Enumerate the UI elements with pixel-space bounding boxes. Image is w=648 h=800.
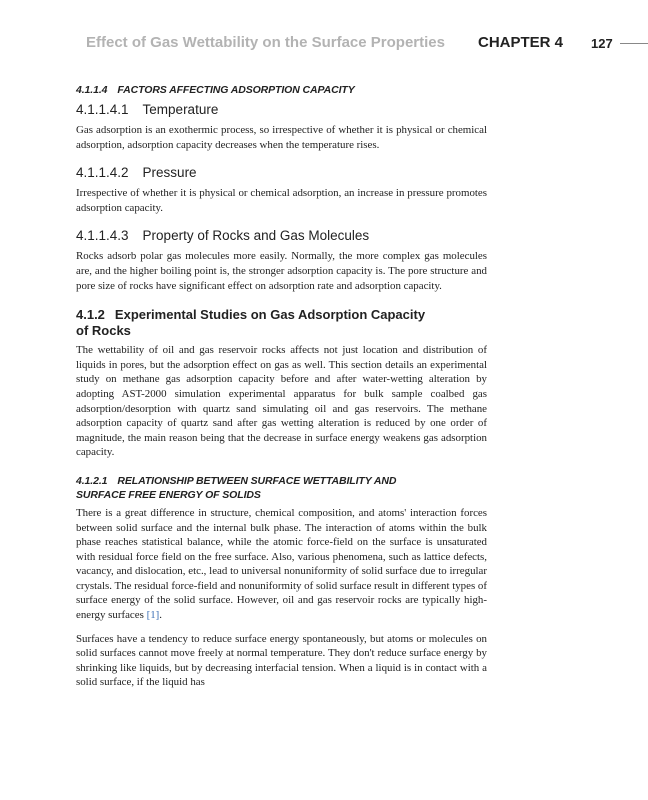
heading-temperature — [76, 101, 487, 119]
heading-number: 4.1.1.4.1 — [76, 102, 129, 117]
heading-title: Experimental Studies on Gas Adsorption Capacity — [114, 307, 426, 323]
heading-title: Pressure — [142, 165, 197, 181]
heading-title-continued: SURFACE FREE ENERGY OF SOLIDS — [76, 488, 261, 501]
chapter-label: CHAPTER 4 — [478, 34, 564, 51]
heading-number: 4.1.2 — [76, 307, 105, 323]
paragraph-relationship-1 — [76, 506, 487, 623]
heading-number: 4.1.2.1 — [76, 474, 108, 487]
heading-title: RELATIONSHIP BETWEEN SURFACE WETTABILITY AND — [117, 474, 397, 487]
paragraph-property: Rocks adsorb polar gas molecules more easily. Normally, the more complex gas molecules are, and the higher boiling point is, the stronger adsorption capacity is. The pore structure and pore size of rocks have significant effect on adsorption rate and adsorption capacity. — [76, 250, 487, 292]
page-header — [0, 30, 648, 56]
paragraph-pressure: Irrespective of whether it is physical or chemical adsorption, an increase in pressure promotes adsorption capacity. — [76, 187, 487, 214]
paragraph-temperature: Gas adsorption is an exothermic process, so irrespective of whether it is physical or chemical adsorption, adsorption capacity decreases when the temperature rises. — [76, 124, 487, 151]
citation-link[interactable]: [1] — [146, 609, 160, 622]
heading-title: FACTORS AFFECTING ADSORPTION CAPACITY — [117, 84, 355, 96]
heading-number: 4.1.1.4.3 — [76, 228, 129, 244]
running-title: Effect of Gas Wettability on the Surface Properties — [86, 34, 445, 51]
page-body — [76, 83, 487, 690]
heading-title-continued: of Rocks — [76, 323, 131, 339]
paragraph-text-end: . — [159, 609, 162, 622]
header-rule — [620, 43, 648, 44]
paragraph-relationship-2: Surfaces have a tendency to reduce surface energy spontaneously, but atoms or molecules on solid surfaces cannot move freely at normal temperature. They don't reduce surface energy by shrinking like liquids, but by decreasing interfacial tension. When a liquid is in contact with a solid surface, if the liquid has — [76, 632, 487, 689]
heading-pressure — [76, 164, 487, 182]
heading-number: 4.1.1.4 — [76, 84, 108, 96]
heading-property — [76, 227, 487, 245]
paragraph-text: There is a great difference in structure, chemical composition, and atoms' interaction forces between solid surface and the internal bulk phase. The interaction of atoms within the bulk phase reaches statistical balance, while the atomic force-field on the surface is unsaturated with residual force field on the free surface. Also, various phenomena, such as lattice defects, vacancy, and dislocation, etc., lead to universal nonuniformity of solid surface due to irregular crystals. The residual force-field and nonuniformity of solid surface result in different types of surface energy of the solid surface. However, oil and gas reservoir rocks are typically high-energy surfaces — [76, 506, 487, 622]
heading-number: 4.1.1.4.2 — [76, 165, 129, 181]
paragraph-experimental: The wettability of oil and gas reservoir rocks affects not just location and distribution of liquids in pores, but the adsorption effect on gas as well. This section details an experimental study on methane gas adsorption capacity before and after water-wetting alteration by adopting AST-2000 simulation experimental apparatus for bulk sample coalbed gas adsorption/desorption with quartz sand simulating oil and gas reservoirs. The methane adsorption capacity of quartz sand after gas wetting alteration is reduced by one order of magnitude, the main reason being that the decrease in surface energy weakens gas adsorption capacity. — [76, 344, 487, 459]
heading-experimental — [76, 307, 487, 339]
heading-factors — [76, 83, 487, 97]
heading-title: Temperature — [142, 102, 219, 117]
heading-title: Property of Rocks and Gas Molecules — [142, 228, 370, 244]
page-number: 127 — [591, 36, 613, 51]
heading-relationship — [76, 474, 487, 502]
